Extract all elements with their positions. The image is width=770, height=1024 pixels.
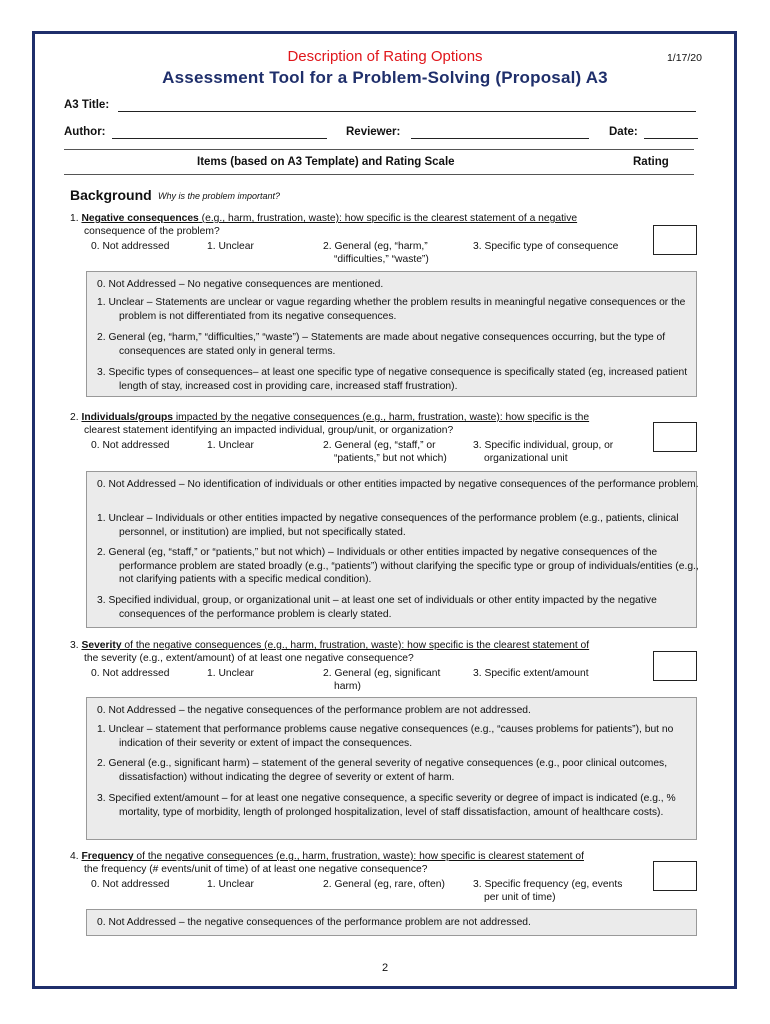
item-keyword: Individuals/groups — [81, 412, 174, 423]
item-keyword: Negative consequences — [81, 213, 199, 224]
item-1-description-panel — [86, 271, 697, 397]
item-3-option-0: 0. Not addressed — [91, 668, 170, 679]
item-1-desc-0: 0. Not Addressed – No negative consequences are mentioned. — [97, 279, 384, 290]
item-2-option-0: 0. Not addressed — [91, 440, 170, 451]
item-4-option-0: 0. Not addressed — [91, 879, 170, 890]
item-1-desc-1: 1. Unclear – Statements are unclear or vague regarding whether the problem results in meaningful negative consequences or the problem is not differentiated from its negative consequences. — [97, 297, 686, 322]
page-title: Assessment Tool for a Problem-Solving (Proposal) A3 — [162, 68, 608, 87]
document-date: 1/17/20 — [666, 52, 702, 64]
section-subtitle: Why is the problem important? — [158, 191, 281, 201]
item-2-option-2-line2: “patients,” but not which) — [334, 453, 447, 464]
items-header: Items (based on A3 Template) and Rating Scale — [197, 156, 455, 168]
item-3-description-panel — [86, 697, 697, 840]
item-2-desc-1: 1. Unclear – Individuals or other entities impacted by negative consequences of the performance problem (e.g., patients, clinical personnel, or institution) are implied, but not specifically stated. — [97, 513, 679, 538]
item-number: 4. — [70, 851, 79, 862]
item-1-desc-2: 2. General (eg, “harm,” “difficulties,” “waste”) – Statements are made about negative consequences occurring, but the type of consequences are stated only in general terms. — [97, 332, 666, 357]
item-3-rating-box[interactable] — [653, 651, 697, 681]
item-4-option-1: 1. Unclear — [207, 879, 254, 890]
item-3-desc-3: 3. Specified extent/amount – for at least one negative consequence, a specific severity or degree of impact is indicated (e.g., % mortality, type of morbidity, length of prolonged hospitalization, level of staff dissatisfaction, amount of healthcare costs). — [97, 793, 676, 818]
item-2-desc-3: 3. Specified individual, group, or organizational unit – at least one set of individuals or other entity impacted by the negative consequences of the performance problem is clearly stated. — [97, 595, 657, 620]
item-question-text: of the negative consequences (e.g., harm, frustration, waste): how specific is clearest statement of — [133, 851, 584, 862]
item-1-rating-box[interactable] — [653, 225, 697, 255]
item-keyword: Frequency — [81, 851, 134, 862]
item-4-description-panel — [86, 909, 697, 936]
item-question-text: (e.g., harm, frustration, waste): how specific is the clearest statement of a negative — [198, 213, 578, 224]
item-3-option-1: 1. Unclear — [207, 668, 254, 679]
item-2-option-3-line2: organizational unit — [484, 453, 568, 464]
item-1-question-line2: consequence of the problem? — [84, 226, 220, 237]
page-number: 2 — [381, 962, 389, 974]
item-question-text: of the negative consequences (e.g., harm, frustration, waste): how specific is the clearest statement of — [121, 640, 590, 651]
item-4-desc-0: 0. Not Addressed – the negative consequences of the performance problem are not addressed. — [97, 917, 531, 928]
item-3-option-3: 3. Specific extent/amount — [473, 668, 589, 679]
item-number: 1. — [70, 213, 79, 224]
date-label: Date: — [609, 126, 638, 138]
item-question-text: impacted by the negative consequences (e.g., harm, frustration, waste): how specific is the — [173, 412, 590, 423]
date-field[interactable] — [644, 138, 698, 139]
a3-title-field[interactable] — [118, 111, 696, 112]
item-1-option-2: 2. General (eg, “harm,” — [323, 241, 428, 252]
rating-header: Rating — [633, 156, 669, 168]
item-4-question-line2: the frequency (# events/unit of time) of at least one negative consequence? — [84, 864, 428, 875]
item-1-option-0: 0. Not addressed — [91, 241, 170, 252]
item-3-option-2-line2: harm) — [334, 681, 361, 692]
item-2-option-2: 2. General (eg, “staff,” or — [323, 440, 436, 451]
item-1-question — [70, 213, 660, 226]
section-title: Background — [70, 187, 152, 203]
item-4-option-3-line2: per unit of time) — [484, 892, 556, 903]
item-3-desc-0: 0. Not Addressed – the negative consequences of the performance problem are not addressed. — [97, 705, 531, 716]
item-3-desc-2: 2. General (e.g., significant harm) – statement of the general severity of negative consequences (e.g., poor clinical outcomes, dissatisfaction) without indicating the degree of severity or extent of harm. — [97, 758, 668, 783]
item-1-option-2-line2: “difficulties,” “waste”) — [334, 254, 429, 265]
item-2-question-line2: clearest statement identifying an impacted individual, group/unit, or organization? — [84, 425, 454, 436]
item-keyword: Severity — [81, 640, 122, 651]
item-3-option-2: 2. General (eg, significant — [323, 668, 441, 679]
item-2-description-panel — [86, 471, 697, 628]
item-1-option-3: 3. Specific type of consequence — [473, 241, 619, 252]
item-4-question — [70, 851, 660, 864]
reviewer-field[interactable] — [411, 138, 589, 139]
item-2-desc-0: 0. Not Addressed – No identification of individuals or other entities impacted by negative consequences of the performance problem. — [97, 479, 699, 490]
a3-title-label: A3 Title: — [64, 99, 110, 111]
item-1-desc-3: 3. Specific types of consequences– at least one specific type of negative consequence is specifically stated (eg, increased patient length of stay, increased cost in providing care, increased staff frustration). — [97, 367, 688, 392]
item-2-question — [70, 412, 660, 425]
item-4-option-2: 2. General (eg, rare, often) — [323, 879, 445, 890]
item-number: 3. — [70, 640, 79, 651]
item-4-rating-box[interactable] — [653, 861, 697, 891]
item-3-question-line2: the severity (e.g., extent/amount) of at least one negative consequence? — [84, 653, 414, 664]
item-1-option-1: 1. Unclear — [207, 241, 254, 252]
red-title: Description of Rating Options — [287, 48, 483, 65]
item-2-rating-box[interactable] — [653, 422, 697, 452]
item-2-option-1: 1. Unclear — [207, 440, 254, 451]
item-2-option-3: 3. Specific individual, group, or — [473, 440, 614, 451]
author-field[interactable] — [112, 138, 327, 139]
author-label: Author: — [64, 126, 106, 138]
divider — [64, 174, 694, 175]
reviewer-label: Reviewer: — [346, 126, 401, 138]
divider — [64, 149, 694, 150]
item-3-question — [70, 640, 660, 653]
item-4-option-3: 3. Specific frequency (eg, events — [473, 879, 623, 890]
item-3-desc-1: 1. Unclear – statement that performance problems cause negative consequences (e.g., “causes problems for patients”), but no indication of their severity or extent of impact the consequences. — [97, 724, 674, 749]
item-number: 2. — [70, 412, 79, 423]
item-2-desc-2: 2. General (eg, “staff,” or “patients,” but not which) – Individuals or other entities impacted by negative consequences of the performance problem are stated broadly (e.g., “patients”) without clarifying the specific type or group of individuals/entities (e.g., not clarifying patients with a specific medical condition). — [97, 547, 699, 585]
